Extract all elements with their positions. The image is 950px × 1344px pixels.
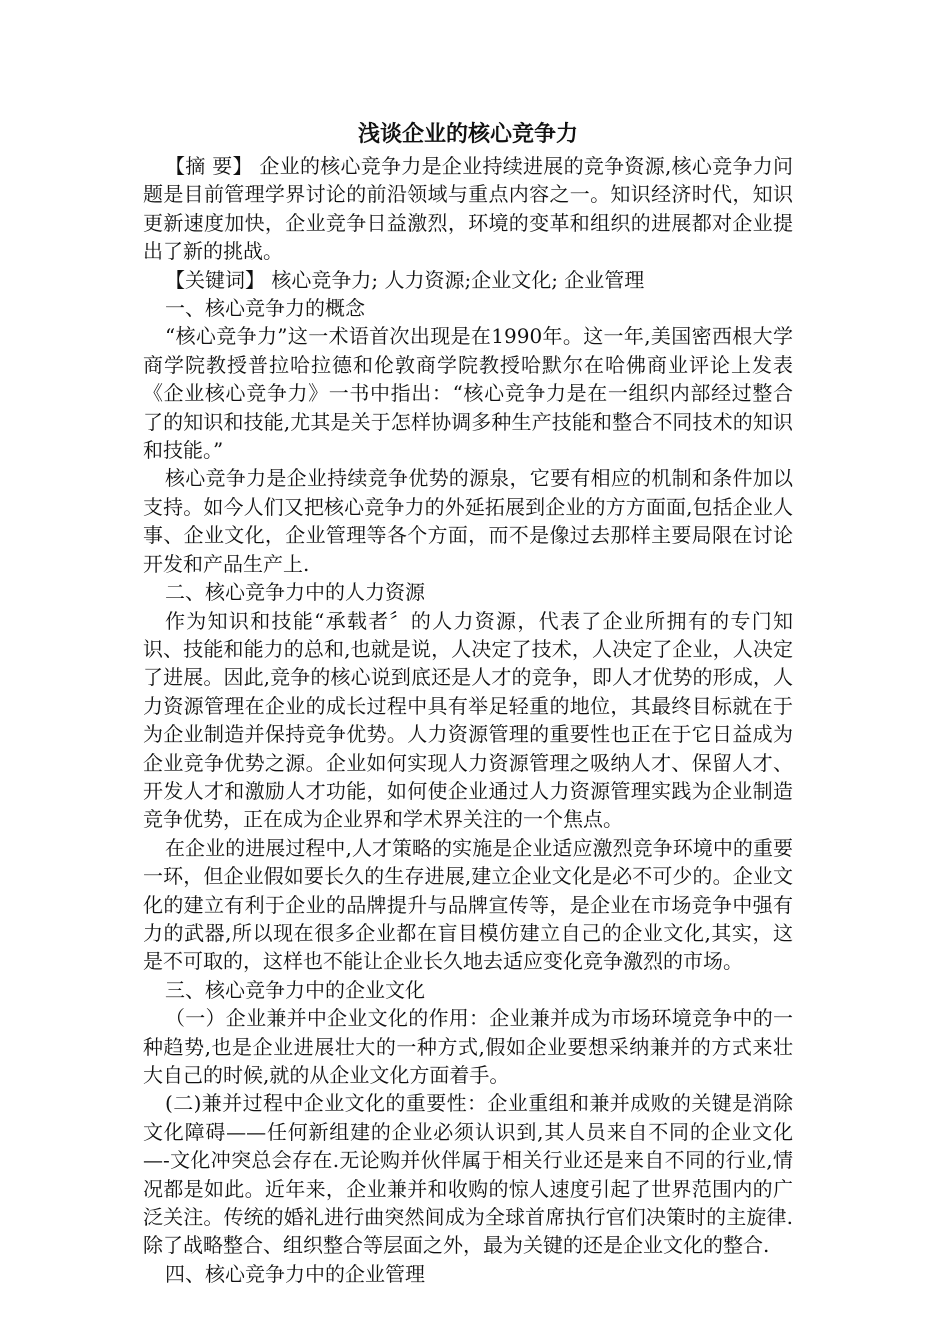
section-heading-3: 三、核心竞争力中的企业文化 — [165, 977, 425, 1002]
abstract-paragraph — [143, 152, 793, 266]
section-1-paragraph-2: 核心竞争力是企业持续竞争优势的源泉，它要有相应的机制和条件加以支持。如今人们又把核心竞争力的外延拓展到企业的方方面面,包括企业人事、企业文化，企业管理等各个方面，而不是像过去那样主要局限在讨论开发和产品生产上. — [143, 466, 793, 576]
document-title: 浅谈企业的核心竞争力 — [357, 121, 578, 147]
section-1-paragraph-1: “核心竞争力”这一术语首次出现是在1990年。这一年,美国密西根大学商学院教授普拉哈拉德和伦敦商学院教授哈默尔在哈佛商业评论上发表 《企业核心竞争力》一书中指出：“核心竞争力是在一组织内部经过整合了的知识和技能,尤其是关于怎样协调多种生产技能和整合不同技术的知识和技能。” — [143, 324, 793, 463]
section-heading-2: 二、核心竞争力中的人力资源 — [165, 580, 425, 605]
section-2-paragraph-1: 作为知识和技能“承载者〞的人力资源，代表了企业所拥有的专门知识、技能和能力的总和,也就是说，人决定了技术，人决定了企业，人决定了进展。因此,竞争的核心说到底还是人才的竞争，即人才优势的形成，人力资源管理在企业的成长过程中具有举足轻重的地位，其最终目标就在于为企业制造并保持竞争优势。人力资源管理的重要性也正在于它日益成为企业竞争优势之源。企业如何实现人力资源管理之吸纳人才、保留人才、开发人才和激励人才功能，如何使企业通过人力资源管理实践为企业制造竞争优势，正在成为企业界和学术界关注的一个焦点。 — [143, 608, 793, 832]
section-3-paragraph-1: （一）企业兼并中企业文化的作用：企业兼并成为市场环境竞争中的一种趋势,也是企业进展壮大的一种方式,假如企业要想采纳兼并的方式来壮大自己的时候,就的从企业文化方面着手。 — [143, 1006, 793, 1087]
section-heading-1: 一、核心竞争力的概念 — [165, 296, 365, 321]
section-2-paragraph-2: 在企业的进展过程中,人才策略的实施是企业适应激烈竞争环境中的重要一环，但企业假如要长久的生存进展,建立企业文化是必不可少的。企业文化的建立有利于企业的品牌提升与品牌宣传等，是企业在市场竞争中强有力的武器,所以现在很多企业都在盲目模仿建立自己的企业文化,其实，这是不可取的，这样也不能让企业长久地去适应变化竞争激烈的市场。 — [143, 835, 793, 974]
keywords-label: 【关键词】 — [165, 267, 265, 292]
abstract-label: 【摘 要】 — [165, 154, 253, 178]
keywords-text: 核心竞争力; 人力资源;企业文化; 企业管理 — [265, 267, 645, 292]
section-heading-4: 四、核心竞争力中的企业管理 — [165, 1261, 425, 1286]
document-body — [143, 118, 793, 1288]
keywords-paragraph — [143, 266, 793, 294]
section-3-paragraph-2: (二)兼并过程中企业文化的重要性：企业重组和兼并成败的关键是消除文化障碍——任何新组建的企业必须认识到,其人员来自不同的企业文化—-文化冲突总会存在.无论购并伙伴属于相关行业还是来自不同的行业,情况都是如此。近年来，企业兼并和收购的惊人速度引起了世界范围内的广泛关注。传统的婚礼进行曲突然间成为全球首席执行官们决策时的主旋律.除了战略整合、组织整合等层面之外，最为关键的还是企业文化的整合. — [143, 1091, 793, 1258]
abstract-text: 企业的核心竞争力是企业持续进展的竞争资源,核心竞争力问题是目前管理学界讨论的前沿领域与重点内容之一。知识经济时代，知识更新速度加快，企业竞争日益激烈，环境的变革和组织的进展都对企业提出了新的挑战。 — [143, 154, 794, 264]
